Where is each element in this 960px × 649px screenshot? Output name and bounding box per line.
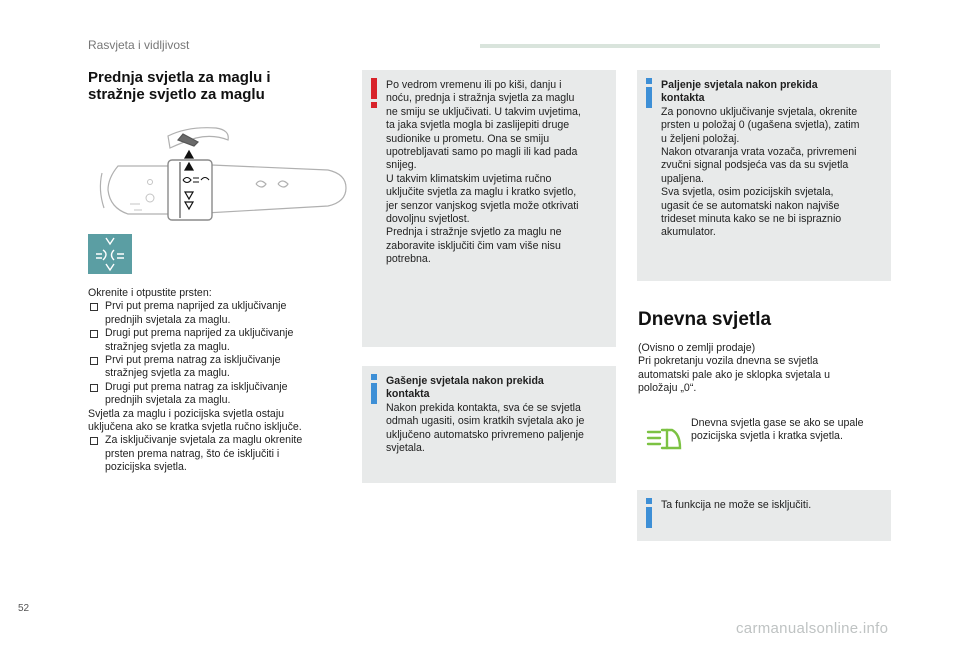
switch-on-info-text: Paljenje svjetala nakon prekida kontakta Za ponovno uključivanje svjetala, okrenite prsten u položaj 0 (ugašena svjetla), zatim u željeni položaj. Nakon otvaranja vrata vozača, privremeni zvučni signal podsjeća vas da su svjetla upaljena. Sva svjetla, osim pozicijskih svjetala, ugasit će se automatski nakon najviše trideset minuta kako se ne bi ispraznio akumulator. [661,79,860,239]
daytime-lights-heading: Dnevna svjetla [638,309,772,330]
step-item: Drugi put prema natrag za isključivanje prednjih svjetala za maglu. [88,381,348,408]
daytime-info-text: Ta funkcija ne može se isključiti. [661,499,812,511]
fog-light-instructions: Okrenite i otpustite prsten: Prvi put prema naprijed za uključivanje prednjih svjetala za maglu. Drugi put prema naprijed za uključivanje stražnjeg svjetla za maglu. Prvi put prema natrag za isključivanje stražnjeg svjetla za maglu. Drugi put prema natrag za isključivanje prednjih svjetala za maglu. Svjetla za maglu i pozicijska svjetla ostaju uključena ako se kratka svjetla ručno isključe. Za isključivanje svjetala za maglu okrenite prsten prema natrag, što će isključiti i pozicijska svjetla. [88,287,348,475]
switch-on-info-box [637,70,891,281]
watermark: carmanualsonline.info [736,620,889,637]
daytime-light-icon [646,426,682,452]
daytime-info-box [637,490,891,541]
step-item: Za isključivanje svjetala za maglu okrenite prsten prema natrag, što će isključiti i pozicijska svjetla. [88,434,348,474]
step-item: Prvi put prema natrag za isključivanje stražnjeg svjetla za maglu. [88,354,348,381]
fog-light-badge [88,234,132,274]
info-icon [369,374,379,404]
header-bar [480,44,880,48]
light-stalk-illustration [88,118,350,238]
daytime-lights-note: Dnevna svjetla gase se ako se upale pozicijska svjetla i kratka svjetla. [691,417,864,443]
warning-icon [369,78,379,108]
step-item: Drugi put prema naprijed za uključivanje stražnjeg svjetla za maglu. [88,327,348,354]
daytime-lights-text: (Ovisno o zemlji prodaje) Pri pokretanju vozila dnevna se svjetla automatski pale ako je sklopka svjetala u položaju „0“. [638,342,830,395]
info-icon [644,498,654,528]
page-number: 52 [18,603,30,614]
warning-box [362,70,616,347]
warning-text: Po vedrom vremenu ili po kiši, danju i noću, prednja i stražnja svjetla za maglu ne smiju se uključivati. U takvim uvjetima, ta jaka svjetla mogla bi zaslijepiti druge sudionike u prometu. Ona se smiju upotrebljavati samo po magli ili kad pada snijeg. U takvim klimatskim uvjetima ručno uključite svjetla za maglu i kratko svjetlo, jer senzor vanjskog svjetla može otkrivati dovoljnu svjetlost. Prednja i stražnje svjetlo za maglu ne zaboravite isključiti čim vam više nisu potrebna. [386,79,581,266]
switch-off-info-text: Gašenje svjetala nakon prekida kontakta Nakon prekida kontakta, sva će se svjetla odmah ugasiti, osim kratkih svjetala ako je uključeno automatsko privremeno paljenje svjetala. [386,375,585,455]
info-icon [644,78,654,108]
step-item: Prvi put prema naprijed za uključivanje prednjih svjetala za maglu. [88,300,348,327]
switch-off-info-box [362,366,616,483]
fog-light-icon [88,234,132,274]
chapter-title: Rasvjeta i vidljivost [88,38,190,52]
section-title: Prednja svjetla za maglu i stražnje svjetlo za maglu [88,69,271,103]
